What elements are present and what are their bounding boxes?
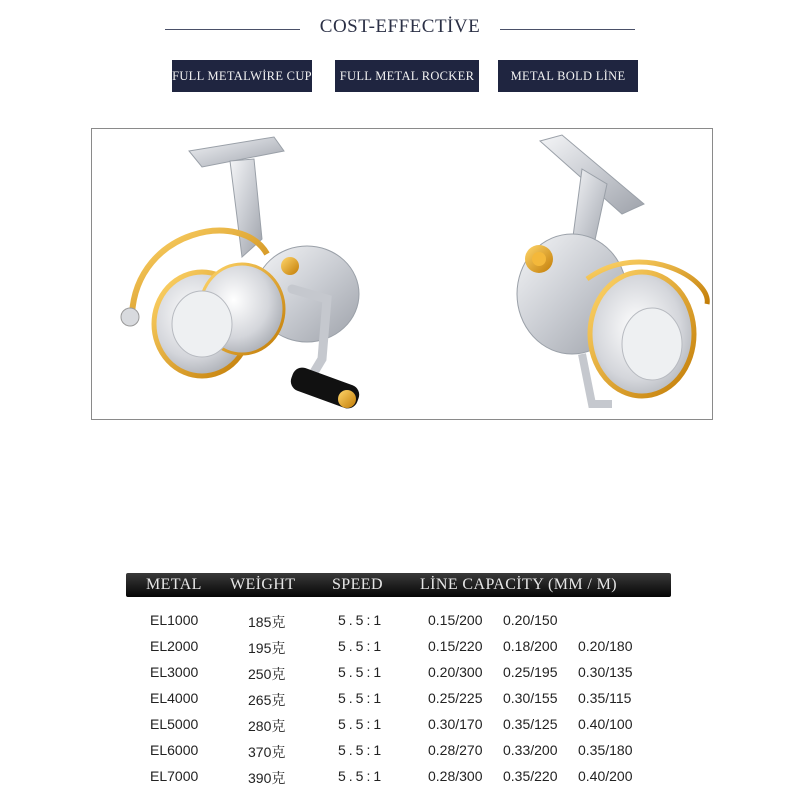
cell-capacity: 0.20/150 bbox=[503, 612, 558, 628]
table-row bbox=[0, 638, 800, 660]
header-metal: METAL bbox=[146, 576, 202, 593]
cell-weight: 280克 bbox=[248, 718, 286, 734]
cell-weight: 370克 bbox=[248, 744, 286, 760]
header-speed: SPEED bbox=[332, 576, 383, 593]
title-divider-left bbox=[165, 29, 300, 30]
cell-speed: 5.5:1 bbox=[338, 716, 385, 732]
cell-capacity: 0.25/195 bbox=[503, 664, 558, 680]
cell-weight: 195克 bbox=[248, 640, 286, 656]
cell-capacity: 0.35/125 bbox=[503, 716, 558, 732]
cell-capacity: 0.28/270 bbox=[428, 742, 483, 758]
title-row bbox=[0, 12, 800, 44]
cell-weight: 250克 bbox=[248, 666, 286, 682]
spec-table-header bbox=[126, 573, 671, 597]
feature-badge-wire-cup: FULL METALWİRE CUP bbox=[172, 60, 312, 92]
cell-weight: 265克 bbox=[248, 692, 286, 708]
cell-capacity: 0.40/200 bbox=[578, 768, 633, 784]
cell-speed: 5.5:1 bbox=[338, 768, 385, 784]
table-row bbox=[0, 768, 800, 790]
cell-model: EL2000 bbox=[150, 638, 199, 654]
cell-capacity: 0.25/225 bbox=[428, 690, 483, 706]
spinning-reel-image-right bbox=[412, 129, 712, 419]
table-row bbox=[0, 612, 800, 634]
spinning-reel-image-left bbox=[92, 129, 402, 419]
feature-badge-bold-line: METAL BOLD LİNE bbox=[498, 60, 638, 92]
cell-weight: 185克 bbox=[248, 614, 286, 630]
table-row bbox=[0, 664, 800, 686]
feature-badge-rocker: FULL METAL ROCKER bbox=[335, 60, 479, 92]
page-title: COST-EFFECTİVE bbox=[319, 16, 481, 37]
cell-weight: 390克 bbox=[248, 770, 286, 786]
header-line-capacity: LİNE CAPACİTY (MM / M) bbox=[420, 576, 617, 593]
table-row bbox=[0, 716, 800, 738]
cell-speed: 5.5:1 bbox=[338, 638, 385, 654]
table-row bbox=[0, 742, 800, 764]
cell-model: EL5000 bbox=[150, 716, 199, 732]
cell-capacity: 0.33/200 bbox=[503, 742, 558, 758]
cell-capacity: 0.20/180 bbox=[578, 638, 633, 654]
cell-speed: 5.5:1 bbox=[338, 612, 385, 628]
cell-capacity: 0.30/170 bbox=[428, 716, 483, 732]
cell-speed: 5.5:1 bbox=[338, 742, 385, 758]
cell-capacity: 0.28/300 bbox=[428, 768, 483, 784]
cell-speed: 5.5:1 bbox=[338, 664, 385, 680]
header-weight: WEİGHT bbox=[230, 576, 296, 593]
title-divider-right bbox=[500, 29, 635, 30]
cell-capacity: 0.15/200 bbox=[428, 612, 483, 628]
cell-capacity: 0.35/220 bbox=[503, 768, 558, 784]
cell-model: EL4000 bbox=[150, 690, 199, 706]
cell-speed: 5.5:1 bbox=[338, 690, 385, 706]
cell-capacity: 0.40/100 bbox=[578, 716, 633, 732]
cell-capacity: 0.20/300 bbox=[428, 664, 483, 680]
cell-model: EL7000 bbox=[150, 768, 199, 784]
cell-model: EL3000 bbox=[150, 664, 199, 680]
product-photo-frame bbox=[91, 128, 713, 420]
cell-capacity: 0.18/200 bbox=[503, 638, 558, 654]
cell-model: EL1000 bbox=[150, 612, 199, 628]
cell-capacity: 0.30/135 bbox=[578, 664, 633, 680]
cell-capacity: 0.15/220 bbox=[428, 638, 483, 654]
cell-model: EL6000 bbox=[150, 742, 199, 758]
cell-capacity: 0.35/115 bbox=[578, 690, 632, 706]
table-row bbox=[0, 690, 800, 712]
cell-capacity: 0.30/155 bbox=[503, 690, 558, 706]
cell-capacity: 0.35/180 bbox=[578, 742, 633, 758]
